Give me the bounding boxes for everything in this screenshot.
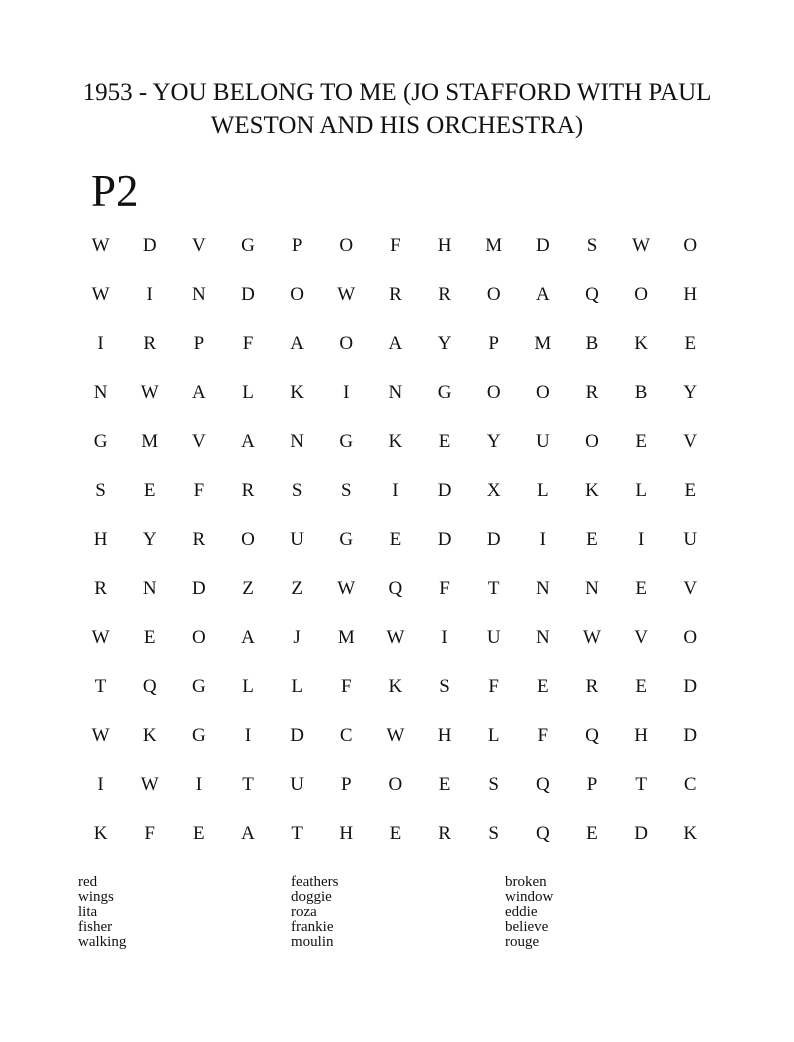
grid-cell: B [585, 332, 599, 354]
grid-cell: W [632, 234, 651, 256]
grid-cell: D [142, 234, 157, 256]
grid-cell: V [634, 626, 648, 648]
grid-cell: I [441, 626, 448, 648]
grid-cell: I [195, 773, 203, 795]
grid-cell: C [339, 724, 353, 746]
grid-cell: N [93, 381, 108, 403]
grid-cell: A [535, 283, 550, 305]
grid-cell: R [438, 822, 451, 844]
grid-cell: D [290, 724, 304, 746]
grid-cell: I [637, 528, 645, 550]
grid-cell: D [634, 822, 648, 844]
word-list [0, 875, 794, 965]
grid-cell: N [191, 283, 206, 305]
grid-cell: S [439, 675, 450, 697]
grid-cell: E [635, 675, 647, 697]
word-item: eddie [505, 904, 538, 920]
grid-cell: H [683, 283, 698, 305]
word-item: believe [505, 919, 549, 935]
grid-cell: G [191, 675, 206, 697]
word-item: rouge [505, 934, 540, 950]
grid-cell: E [143, 479, 156, 501]
grid-cell: Z [291, 577, 303, 599]
grid-cell: M [337, 626, 355, 648]
grid-cell: N [585, 577, 599, 599]
grid-cell: O [339, 234, 354, 256]
grid-cell: I [392, 479, 399, 501]
puzzle-id: P2 [91, 166, 139, 216]
grid-cell: T [94, 675, 107, 697]
grid-cell: Q [535, 773, 550, 795]
grid-cell: O [486, 381, 501, 403]
grid-cell: K [585, 479, 599, 501]
grid-cell: O [241, 528, 255, 550]
grid-cell: W [91, 724, 110, 746]
grid-cell: L [291, 675, 303, 697]
word-item: wings [78, 889, 114, 905]
grid-cell: F [242, 332, 254, 354]
grid-cell: R [94, 577, 107, 599]
grid-cell: K [290, 381, 304, 403]
grid-cell: D [486, 528, 501, 550]
grid-cell: U [486, 626, 501, 648]
grid-cell: E [586, 528, 598, 550]
grid-cell: E [389, 528, 402, 550]
grid-cell: E [143, 626, 156, 648]
grid-cell: S [340, 479, 352, 501]
grid-cell: O [290, 283, 304, 305]
word-item: fisher [78, 919, 113, 935]
grid-cell: P [488, 332, 499, 354]
grid-cell: I [539, 528, 546, 550]
grid-cell: K [634, 332, 648, 354]
grid-cell: S [488, 773, 499, 795]
grid-cell: W [386, 724, 405, 746]
grid-cell: R [438, 283, 451, 305]
grid-cell: I [343, 381, 350, 403]
grid-cell: P [586, 773, 598, 795]
grid-cell: N [535, 626, 550, 648]
grid-cell: V [191, 430, 206, 452]
grid-cell: X [486, 479, 501, 501]
grid-cell: W [337, 577, 356, 599]
grid-cell: R [585, 675, 599, 697]
grid-cell: P [340, 773, 352, 795]
grid-cell: M [534, 332, 552, 354]
grid-cell: U [535, 430, 550, 452]
grid-cell: A [241, 626, 255, 648]
grid-cell: K [142, 724, 157, 746]
grid-cell: F [193, 479, 205, 501]
grid-cell: A [290, 332, 304, 354]
grid-cell: G [241, 234, 255, 256]
word-column [291, 875, 338, 950]
grid-cell: O [634, 283, 648, 305]
grid-cell: N [290, 430, 304, 452]
grid-cell: S [291, 479, 303, 501]
grid-cell: K [93, 822, 108, 844]
grid-cell: D [437, 479, 452, 501]
grid-cell: D [535, 234, 550, 256]
word-item: red [78, 874, 98, 890]
grid-cell: Y [142, 528, 157, 550]
grid-cell: O [585, 430, 599, 452]
grid-cell: M [485, 234, 503, 256]
grid-cell: H [93, 528, 108, 550]
grid-cell: P [193, 332, 205, 354]
grid-cell: E [635, 577, 647, 599]
grid-cell: O [388, 773, 403, 795]
grid-cell: A [241, 430, 255, 452]
grid-cell: A [191, 381, 206, 403]
grid-cell: A [388, 332, 403, 354]
grid-cell: L [242, 381, 254, 403]
grid-cell: F [488, 675, 499, 697]
grid-cell: A [241, 822, 255, 844]
grid-cell: D [241, 283, 255, 305]
grid-cell: V [683, 430, 698, 452]
grid-cell: O [535, 381, 550, 403]
grid-cell: G [191, 724, 206, 746]
grid-cell: V [191, 234, 206, 256]
grid-cell: D [683, 675, 698, 697]
grid-cell: E [684, 332, 697, 354]
page-title: 1953 - YOU BELONG TO ME (JO STAFFORD WITH PAUL WESTON AND HIS ORCHESTRA) [82, 79, 712, 139]
grid-cell: L [242, 675, 254, 697]
grid-cell: H [437, 724, 452, 746]
grid-cell: F [340, 675, 352, 697]
grid-cell: E [586, 822, 598, 844]
grid-cell: O [486, 283, 501, 305]
word-item: frankie [291, 919, 334, 935]
grid-cell: W [140, 381, 159, 403]
grid-cell: W [91, 626, 110, 648]
grid-cell: R [192, 528, 206, 550]
grid-cell: U [290, 528, 304, 550]
grid-cell: T [635, 773, 647, 795]
word-item: lita [78, 904, 98, 920]
grid-cell: E [438, 430, 451, 452]
grid-cell: N [388, 381, 403, 403]
grid-cell: D [683, 724, 698, 746]
grid-cell: Q [585, 283, 599, 305]
grid-cell: P [291, 234, 303, 256]
grid-cell: N [142, 577, 157, 599]
grid-cell: Q [585, 724, 599, 746]
grid-cell: I [97, 773, 104, 795]
word-item: walking [78, 934, 127, 950]
grid-cell: R [585, 381, 599, 403]
grid-cell: E [537, 675, 549, 697]
grid-cell: B [634, 381, 648, 403]
grid-cell: W [91, 283, 110, 305]
grid-cell: G [437, 381, 452, 403]
grid-cell: L [487, 724, 500, 746]
grid-cell: K [388, 430, 403, 452]
grid-cell: O [339, 332, 354, 354]
grid-cell: M [141, 430, 159, 452]
grid-cell: Y [683, 381, 698, 403]
grid-cell: O [191, 626, 206, 648]
grid-cell: K [388, 675, 403, 697]
grid-cell: J [293, 626, 301, 648]
grid-cell: E [684, 479, 697, 501]
grid-cell: T [487, 577, 500, 599]
grid-cell: E [438, 773, 451, 795]
grid-cell: H [437, 234, 452, 256]
word-item: doggie [291, 889, 332, 905]
grid-cell: Y [437, 332, 452, 354]
word-item: moulin [291, 934, 334, 950]
word-item: feathers [291, 874, 339, 890]
grid-cell: W [91, 234, 110, 256]
grid-cell: F [390, 234, 401, 256]
grid-cell: F [144, 822, 155, 844]
grid-cell: D [437, 528, 452, 550]
grid-cell: N [535, 577, 550, 599]
grid-cell: S [95, 479, 106, 501]
word-column [78, 875, 126, 950]
grid-cell: Q [535, 822, 550, 844]
grid-cell: Z [242, 577, 254, 599]
grid-cell: R [389, 283, 402, 305]
grid-cell: V [683, 577, 698, 599]
grid-cell: I [146, 283, 153, 305]
grid-cell: F [439, 577, 450, 599]
grid-cell: T [242, 773, 254, 795]
word-item: broken [505, 874, 547, 890]
grid-cell: K [683, 822, 698, 844]
word-column [505, 875, 553, 950]
grid-cell: R [143, 332, 157, 354]
grid-cell: G [339, 430, 354, 452]
grid-cell: W [140, 773, 159, 795]
grid-cell: G [339, 528, 354, 550]
grid-cell: W [386, 626, 405, 648]
grid-cell: W [337, 283, 356, 305]
grid-cell: H [339, 822, 354, 844]
grid-cell: L [537, 479, 549, 501]
word-item: roza [291, 904, 317, 920]
grid-cell: G [93, 430, 108, 452]
grid-cell: O [683, 234, 698, 256]
grid-cell: F [537, 724, 549, 746]
grid-cell: C [683, 773, 697, 795]
grid-cell: E [193, 822, 205, 844]
grid-cell: O [683, 626, 698, 648]
grid-cell: S [488, 822, 499, 844]
grid-cell: E [635, 430, 647, 452]
grid-cell: S [586, 234, 598, 256]
grid-cell: U [683, 528, 698, 550]
grid-cell: U [290, 773, 304, 795]
grid-cell: W [583, 626, 601, 648]
grid-cell: D [191, 577, 206, 599]
grid-cell: I [244, 724, 252, 746]
grid-cell: Y [486, 430, 501, 452]
grid-cell: R [241, 479, 255, 501]
grid-cell: T [291, 822, 303, 844]
grid-cell: H [634, 724, 648, 746]
grid-cell: L [635, 479, 647, 501]
grid-cell: Q [388, 577, 403, 599]
grid-cell: Q [142, 675, 157, 697]
word-item: window [505, 889, 554, 905]
grid-cell: I [97, 332, 104, 354]
letter-grid [76, 221, 714, 858]
grid-cell: E [389, 822, 402, 844]
